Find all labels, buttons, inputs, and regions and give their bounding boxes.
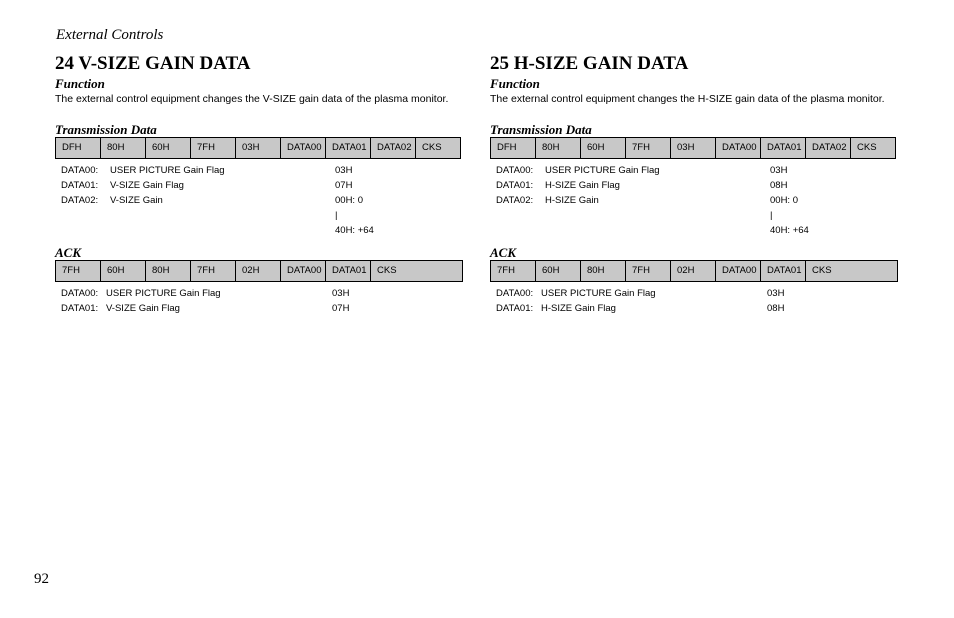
legend-row — [490, 223, 900, 238]
transmission-legend — [55, 163, 465, 238]
table-cell: 03H — [236, 138, 281, 159]
legend-value: | — [335, 210, 338, 221]
table-row — [491, 261, 898, 282]
table-cell: DATA02 — [371, 138, 416, 159]
table-cell: 60H — [101, 261, 146, 282]
table-row — [56, 261, 463, 282]
ack-table — [490, 260, 898, 282]
table-cell: CKS — [416, 138, 461, 159]
legend-key: DATA00: — [496, 165, 534, 176]
table-cell: 80H — [146, 261, 191, 282]
ack-legend — [490, 286, 900, 316]
function-heading: Function — [490, 76, 540, 91]
table-cell: DATA01 — [761, 261, 806, 282]
table-cell: DATA00 — [281, 138, 326, 159]
legend-row — [490, 208, 900, 223]
table-cell: DFH — [491, 138, 536, 159]
table-cell: 03H — [671, 138, 716, 159]
legend-row — [490, 193, 900, 208]
legend-key: DATA00: — [61, 288, 99, 299]
table-cell: 7FH — [56, 261, 101, 282]
ack-heading: ACK — [55, 245, 82, 260]
table-cell: 02H — [671, 261, 716, 282]
function-heading: Function — [55, 76, 105, 91]
ack-heading: ACK — [490, 245, 517, 260]
table-cell: DATA00 — [281, 261, 326, 282]
legend-value: 03H — [770, 165, 788, 176]
legend-value: 40H: +64 — [335, 225, 374, 236]
table-cell: 60H — [146, 138, 191, 159]
table-cell: 60H — [536, 261, 581, 282]
transmission-table — [490, 137, 896, 159]
table-cell: DATA01 — [326, 261, 371, 282]
table-cell: DATA02 — [806, 138, 851, 159]
transmission-legend — [490, 163, 900, 238]
legend-key: DATA01: — [496, 303, 534, 314]
legend-desc: V-SIZE Gain Flag — [110, 180, 184, 191]
legend-value: 03H — [335, 165, 353, 176]
table-cell: 7FH — [191, 138, 236, 159]
table-cell: DATA00 — [716, 261, 761, 282]
legend-value: 03H — [767, 288, 785, 299]
table-cell: DFH — [56, 138, 101, 159]
legend-value: 00H: 0 — [770, 195, 798, 206]
legend-desc: H-SIZE Gain — [545, 195, 599, 206]
legend-row — [55, 301, 465, 316]
table-cell: 60H — [581, 138, 626, 159]
legend-row — [55, 223, 465, 238]
legend-key: DATA00: — [61, 165, 99, 176]
table-cell: CKS — [851, 138, 896, 159]
table-row — [56, 138, 461, 159]
table-cell: DATA01 — [761, 138, 806, 159]
ack-legend — [55, 286, 465, 316]
function-description: The external control equipment changes the H-SIZE gain data of the plasma monitor. — [490, 93, 885, 105]
legend-value: 00H: 0 — [335, 195, 363, 206]
table-cell: 02H — [236, 261, 281, 282]
transmission-heading: Transmission Data — [55, 122, 157, 137]
table-cell: 80H — [581, 261, 626, 282]
legend-row — [55, 208, 465, 223]
legend-row — [490, 301, 900, 316]
legend-key: DATA02: — [496, 195, 534, 206]
table-cell: DATA00 — [716, 138, 761, 159]
table-cell: 7FH — [626, 138, 671, 159]
legend-row — [55, 286, 465, 301]
legend-row — [490, 286, 900, 301]
section-v-size-gain — [55, 52, 465, 316]
legend-value: 08H — [770, 180, 788, 191]
legend-value: 07H — [332, 303, 350, 314]
table-row — [491, 138, 896, 159]
table-cell: 80H — [101, 138, 146, 159]
legend-value: 08H — [767, 303, 785, 314]
legend-key: DATA01: — [496, 180, 534, 191]
legend-key: DATA01: — [61, 180, 99, 191]
page-number: 92 — [34, 571, 49, 587]
section-title: 24 V-SIZE GAIN DATA — [55, 53, 251, 74]
legend-row — [55, 193, 465, 208]
legend-desc: H-SIZE Gain Flag — [541, 303, 616, 314]
legend-desc: USER PICTURE Gain Flag — [545, 165, 660, 176]
table-cell: CKS — [806, 261, 898, 282]
table-cell: 80H — [536, 138, 581, 159]
section-title: 25 H-SIZE GAIN DATA — [490, 53, 689, 74]
legend-value: 40H: +64 — [770, 225, 809, 236]
running-head: External Controls — [56, 27, 164, 43]
legend-desc: USER PICTURE Gain Flag — [106, 288, 221, 299]
section-h-size-gain — [490, 52, 900, 316]
legend-desc: V-SIZE Gain Flag — [106, 303, 180, 314]
transmission-heading: Transmission Data — [490, 122, 592, 137]
legend-key: DATA01: — [61, 303, 99, 314]
legend-desc: H-SIZE Gain Flag — [545, 180, 620, 191]
transmission-table — [55, 137, 461, 159]
table-cell: DATA01 — [326, 138, 371, 159]
legend-value: | — [770, 210, 773, 221]
legend-key: DATA02: — [61, 195, 99, 206]
legend-value: 03H — [332, 288, 350, 299]
ack-table — [55, 260, 463, 282]
legend-row — [55, 178, 465, 193]
legend-desc: USER PICTURE Gain Flag — [541, 288, 656, 299]
table-cell: 7FH — [626, 261, 671, 282]
table-cell: 7FH — [191, 261, 236, 282]
legend-desc: V-SIZE Gain — [110, 195, 163, 206]
legend-value: 07H — [335, 180, 353, 191]
legend-row — [490, 163, 900, 178]
legend-row — [490, 178, 900, 193]
legend-key: DATA00: — [496, 288, 534, 299]
function-description: The external control equipment changes the V-SIZE gain data of the plasma monitor. — [55, 93, 449, 105]
table-cell: CKS — [371, 261, 463, 282]
table-cell: 7FH — [491, 261, 536, 282]
legend-row — [55, 163, 465, 178]
legend-desc: USER PICTURE Gain Flag — [110, 165, 225, 176]
